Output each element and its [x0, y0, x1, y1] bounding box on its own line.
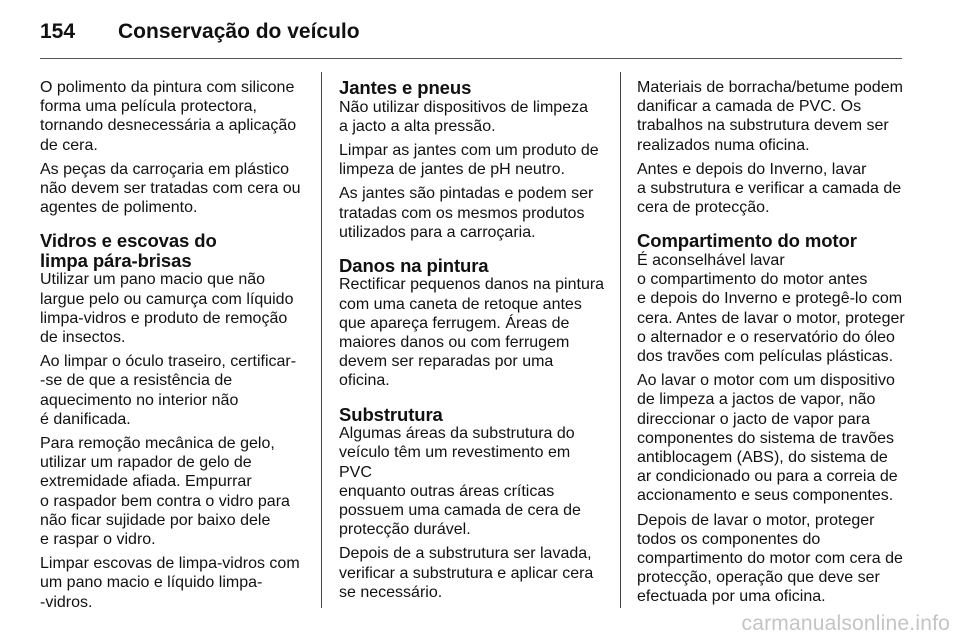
column-1 — [40, 78, 302, 617]
paragraph-rubber-bitumen: Materiais de borracha/betume podem danificar a camada de PVC. Os trabalhos na substrutura devem ser realizados numa oficina. — [637, 79, 903, 154]
header-rule — [40, 58, 902, 59]
paragraph-wiper-blades: Limpar escovas de limpa-vidros com um pano macio e líquido limpa- -vidros. — [40, 555, 300, 611]
heading-wheels-tyres: Jantes e pneus — [339, 77, 472, 98]
watermark: carmanualsonline.info — [741, 612, 950, 635]
page-number: 154 — [40, 20, 76, 43]
paragraph-plastic-parts: As peças da carroçaria em plástico não devem ser tratadas com cera ou agentes de polimento. — [40, 160, 301, 217]
paragraph-painted-wheels: As jantes são pintadas e podem ser tratadas com os mesmos produtos utilizados para a carroçaria. — [339, 185, 594, 241]
paragraph-underbody-wash: Depois de a substrutura ser lavada, verificar a substrutura e aplicar cera se necessário. — [339, 545, 594, 601]
heading-underbody: Substrutura — [339, 403, 443, 425]
paragraph-silicone-polish: O polimento da pintura com silicone forma uma película protectora, tornando desnecessária a aplicação de cera. — [40, 79, 297, 154]
column-divider-1 — [321, 72, 322, 608]
paragraph-ice-removal: Para remoção mecânica de gelo, utilizar um rapador de gelo de extremidade afiada. Empurrar o raspador bem contra o vidro para não ficar sujidade por baixo dele e raspar o vidro. — [40, 435, 290, 549]
heading-paint-damage: Danos na pintura — [339, 254, 489, 276]
paragraph-winter-wash: Antes e depois do Inverno, lavar a substrutura e verificar a camada de cera de protecção. — [637, 160, 902, 217]
paragraph-steam-jet: Ao lavar o motor com um dispositivo de limpeza a jactos de vapor, não direccionar o jacto de vapor para componentes do sistema de travões antiblocagem (ABS), do sistema de ar condicionado ou para a correia de accionamento e seus componentes. — [637, 372, 898, 505]
page-header — [40, 14, 902, 50]
column-divider-2 — [620, 72, 621, 608]
heading-engine-compartment: Compartimento do motor — [637, 230, 857, 252]
paragraph-touch-up: Rectificar pequenos danos na pintura com uma caneta de retoque antes que apareça ferrugem. Áreas de maiores danos ou com ferrugem devem ser reparadas por uma oficina. — [339, 276, 605, 390]
paragraph-soft-cloth: Utilizar um pano macio que não largue pelo ou camurça com líquido limpa-vidros e produto de remoção de insectos. — [40, 271, 294, 347]
paragraph-no-high-pressure: Não utilizar dispositivos de limpeza a jacto a alta pressão. — [339, 98, 588, 135]
heading-windows-wipers: Vidros e escovas do limpa pára-brisas — [40, 230, 217, 271]
column-3 — [637, 78, 905, 612]
paragraph-rear-window: Ao limpar o óculo traseiro, certificar- -se de que a resistência de aquecimento no interior não é danificada. — [40, 353, 297, 428]
paragraph-engine-wash-advice: É aconselhável lavar o compartimento do motor antes e depois do Inverno e protegê-lo com cera. Antes de lavar o motor, proteger o alternador e o reservatório do óleo dos travões com películas plásticas. — [637, 251, 905, 365]
paragraph-after-wash: Depois de lavar o motor, proteger todos os componentes do compartimento do motor com cera de protecção, operação que deve ser efectuada por uma oficina. — [637, 511, 903, 606]
chapter-title: Conservação do veículo — [118, 20, 360, 43]
paragraph-neutral-ph: Limpar as jantes com um produto de limpeza de jantes de pH neutro. — [339, 141, 599, 179]
paragraph-pvc-coating: Algumas áreas da substrutura do veículo têm um revestimento em PVC enquanto outras áreas críticas possuem uma camada de cera de protecção durável. — [339, 425, 581, 539]
column-2 — [339, 78, 605, 607]
